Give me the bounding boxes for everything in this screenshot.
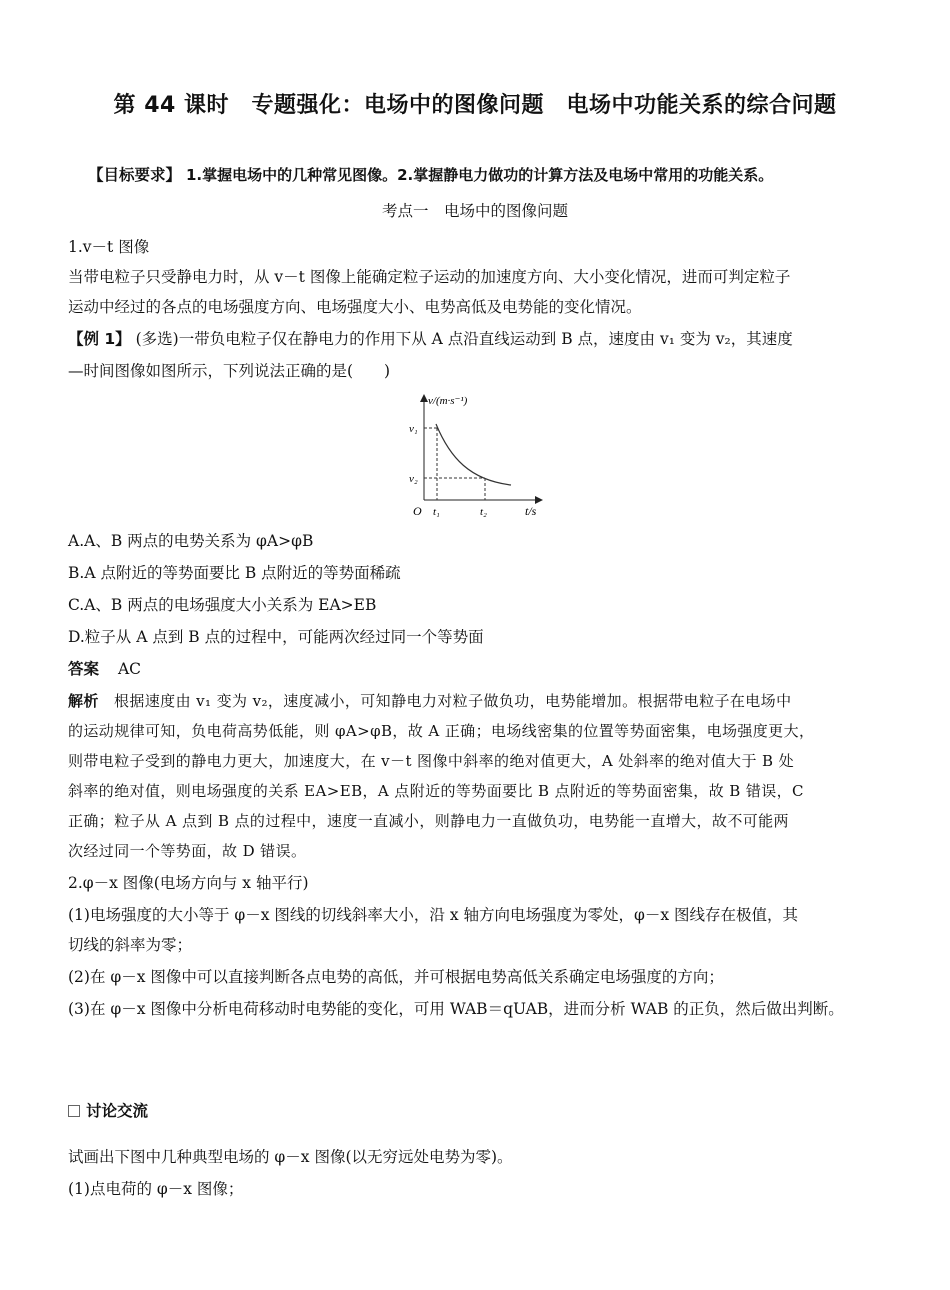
option-d: D.粒子从 A 点到 B 点的过程中，可能两次经过同一个等势面: [68, 628, 484, 646]
y-axis-label: v/(m·s⁻¹): [428, 395, 468, 407]
analysis-line-5: 正确；粒子从 A 点到 B 点的过程中，速度一直减小，则静电力一直做负功，电势能一直增大，故不可能两: [68, 812, 789, 830]
analysis-label: 解析: [68, 692, 99, 710]
answer-value: AC: [117, 660, 142, 678]
goal-line: [88, 164, 908, 186]
vt-paragraph-line-1: 当带电粒子只受静电力时，从 v－t 图像上能确定粒子运动的加速度方向、大小变化情况，进而可判定粒子: [68, 268, 791, 286]
example-line-1: [68, 328, 888, 350]
discussion-item-1: (1)点电荷的 φ－x 图像；: [68, 1180, 244, 1198]
phix-heading: 2.φ－x 图像(电场方向与 x 轴平行): [68, 874, 309, 892]
answer-line: [68, 658, 888, 680]
t1-tick-label: t₁: [433, 506, 440, 518]
phix-item-1b: 切线的斜率为零；: [68, 936, 193, 954]
vt-heading: 1.v－t 图像: [68, 238, 150, 256]
origin-label: O: [413, 504, 422, 518]
analysis-line-2: 的运动规律可知，负电荷高势低能，则 φA>φB，故 A 正确；电场线密集的位置等势面密集，电场强度更大，: [68, 722, 815, 740]
vt-paragraph-line-2: 运动中经过的各点的电场强度方向、电场强度大小、电势高低及电势能的变化情况。: [68, 298, 642, 316]
phix-item-3: (3)在 φ－x 图像中分析电荷移动时电势能的变化，可用 WAB＝qUAB，进而分析 WAB 的正负，然后做出判断。: [68, 1000, 844, 1018]
analysis-line-1: [68, 690, 888, 712]
goal-label: 【目标要求】: [88, 166, 182, 184]
example-stem: (多选)一带负电粒子仅在静电力的作用下从 A 点沿直线运动到 B 点，速度由 v₁ 变为 v₂，其速度: [135, 330, 793, 348]
discussion-prompt: 试画出下图中几种典型电场的 φ－x 图像(以无穷远处电势为零)。: [68, 1148, 513, 1166]
answer-label: 答案: [68, 660, 100, 678]
analysis-line-4: 斜率的绝对值，则电场强度的关系 EA>EB，A 点附近的等势面要比 B 点附近的等势面密集，故 B 错误，C: [68, 782, 804, 800]
analysis-line-3: 则带电粒子受到的静电力更大，加速度大，在 v－t 图像中斜率的绝对值更大，A 处斜率的绝对值大于 B 处: [68, 752, 795, 770]
option-a: A.A、B 两点的电势关系为 φA>φB: [68, 532, 314, 550]
phix-item-1a: (1)电场强度的大小等于 φ－x 图线的切线斜率大小，沿 x 轴方向电场强度为零处，φ－x 图线存在极值，其: [68, 906, 799, 924]
vt-graph-figure: [395, 388, 555, 520]
x-axis-label: t/s: [525, 504, 537, 518]
example-label: 【例 1】: [68, 330, 131, 348]
option-b: B.A 点附近的等势面要比 B 点附近的等势面稀疏: [68, 564, 401, 582]
option-c: C.A、B 两点的电场强度大小关系为 EA>EB: [68, 596, 377, 614]
analysis-line-6: 次经过同一个等势面，故 D 错误。: [68, 842, 307, 860]
discussion-label: 讨论交流: [86, 1102, 149, 1120]
v2-tick-label: v₂: [409, 473, 418, 485]
page-title: 第 44 课时 专题强化：电场中的图像问题 电场中功能关系的综合问题: [113, 93, 837, 118]
section-heading: 考点一 电场中的图像问题: [381, 202, 568, 220]
analysis-text-1: 根据速度由 v₁ 变为 v₂，速度减小，可知静电力对粒子做负功，电势能增加。根据带电粒子在电场中: [113, 692, 792, 710]
edit-checkbox-icon: [68, 1105, 80, 1117]
v1-tick-label: v₁: [409, 423, 418, 435]
phix-item-2: (2)在 φ－x 图像中可以直接判断各点电势的高低，并可根据电势高低关系确定电场强度的方向；: [68, 968, 724, 986]
discussion-heading: [68, 1100, 888, 1122]
velocity-curve: [436, 424, 511, 485]
t2-tick-label: t₂: [480, 506, 487, 518]
example-line-2: —时间图像如图所示，下列说法正确的是( ): [68, 362, 391, 380]
goal-text: 1.掌握电场中的几种常见图像。2.掌握静电力做功的计算方法及电场中常用的功能关系。: [185, 166, 774, 184]
